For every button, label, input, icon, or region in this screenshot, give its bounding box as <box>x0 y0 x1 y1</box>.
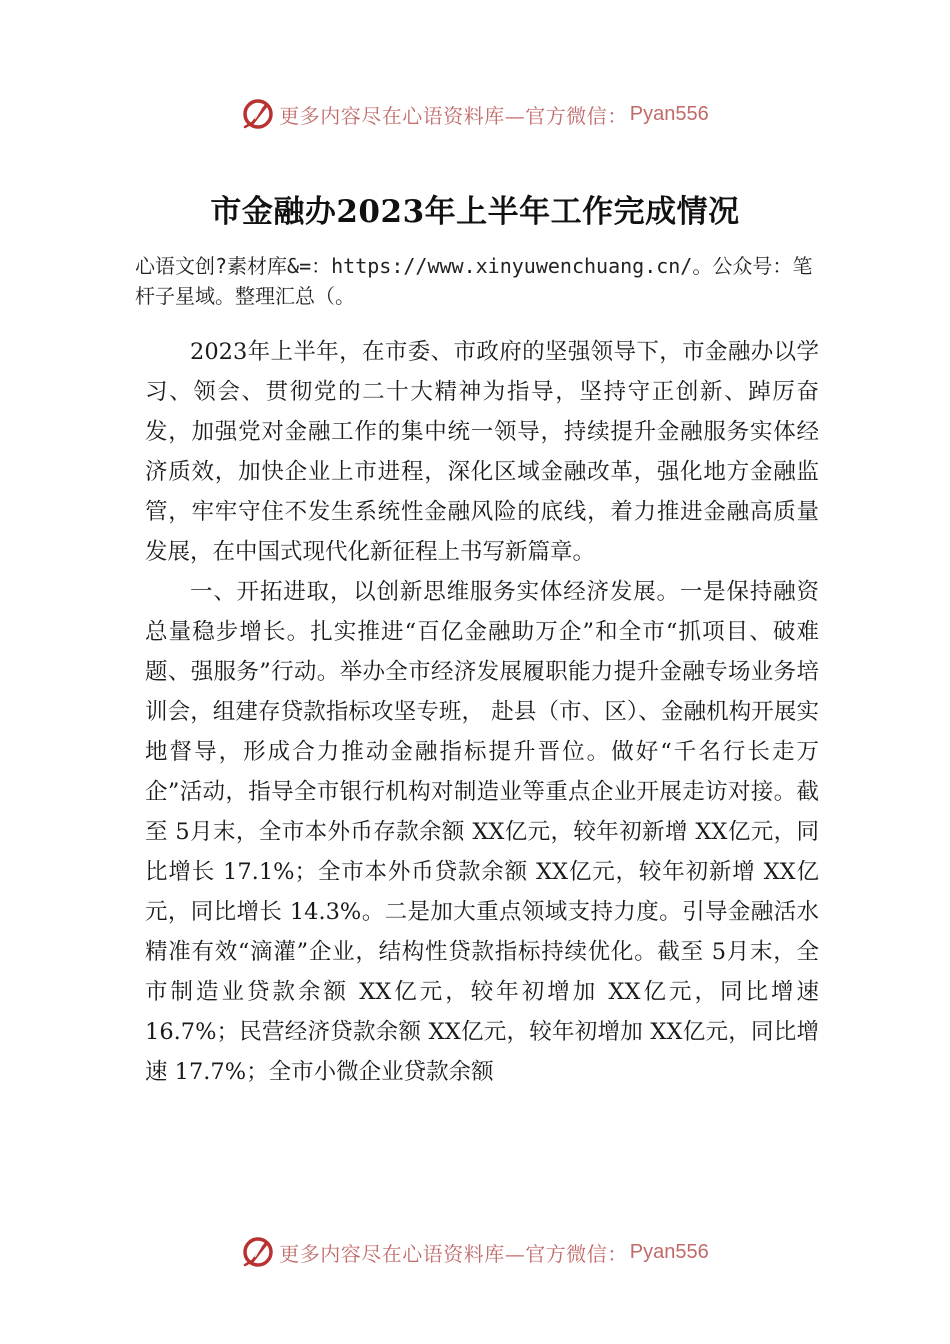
header-banner <box>0 94 950 134</box>
banner-wechat-id: Pyan556 <box>629 1240 709 1263</box>
source-line: 心语文创?素材库&=：https://www.xinyuwenchuang.cn/。公众号：笔杆子星域。整理汇总（。 <box>135 254 813 308</box>
paragraph-section-1: 一、开拓进取，以创新思维服务实体经济发展。一是保持融资总量稳步增长。扎实推进“百亿金融助万企”和全市“抓项目、破难题、强服务”行动。举办全市经济发展履职能力提升金融专场业务培训会，组建存贷款指标攻坚专班， 赴县（市、区）、金融机构开展实地督导，形成合力推动金融指标提升晋位。做好“千名行长走万企”活动，指导全市银行机构对制造业等重点企业开展走访对接。截至 5月末，全市本外币存款余额 XX亿元，较年初新增 XX亿元，同比增长 17.1%；全市本外币贷款余额 XX亿元，较年初新增 XX亿元，同比增长 14.3%。二是加大重点领域支持力度。引导金融活水精准有效“滴灌”企业，结构性贷款指标持续优化。截至 5月末，全市制造业贷款余额 XX亿元，较年初增加 XX亿元，同比增速 16.7%；民营经济贷款余额 XX亿元，较年初增加 XX亿元，同比增速 17.7%；全市小微企业贷款余额 <box>145 579 819 1085</box>
banner-wechat-id: Pyan556 <box>629 102 709 125</box>
quill-pen-logo-icon <box>241 97 275 131</box>
document-title: 市金融办2023年上半年工作完成情况 <box>210 194 740 230</box>
document-body <box>145 332 819 1092</box>
banner-text: 更多内容尽在心语资料库—官方微信： <box>279 1241 628 1266</box>
banner-text: 更多内容尽在心语资料库—官方微信： <box>279 103 628 128</box>
quill-pen-logo-icon <box>241 1235 275 1269</box>
paragraph-intro: 2023年上半年，在市委、市政府的坚强领导下，市金融办以学习、领会、贯彻党的二十大精神为指导，坚持守正创新、踔厉奋发，加强党对金融工作的集中统一领导，持续提升金融服务实体经济质效，加快企业上市进程，深化区域金融改革，强化地方金融监管，牢牢守住不发生系统性金融风险的底线，着力推进金融高质量发展，在中国式现代化新征程上书写新篇章。 <box>145 339 819 565</box>
footer-banner <box>0 1232 950 1272</box>
